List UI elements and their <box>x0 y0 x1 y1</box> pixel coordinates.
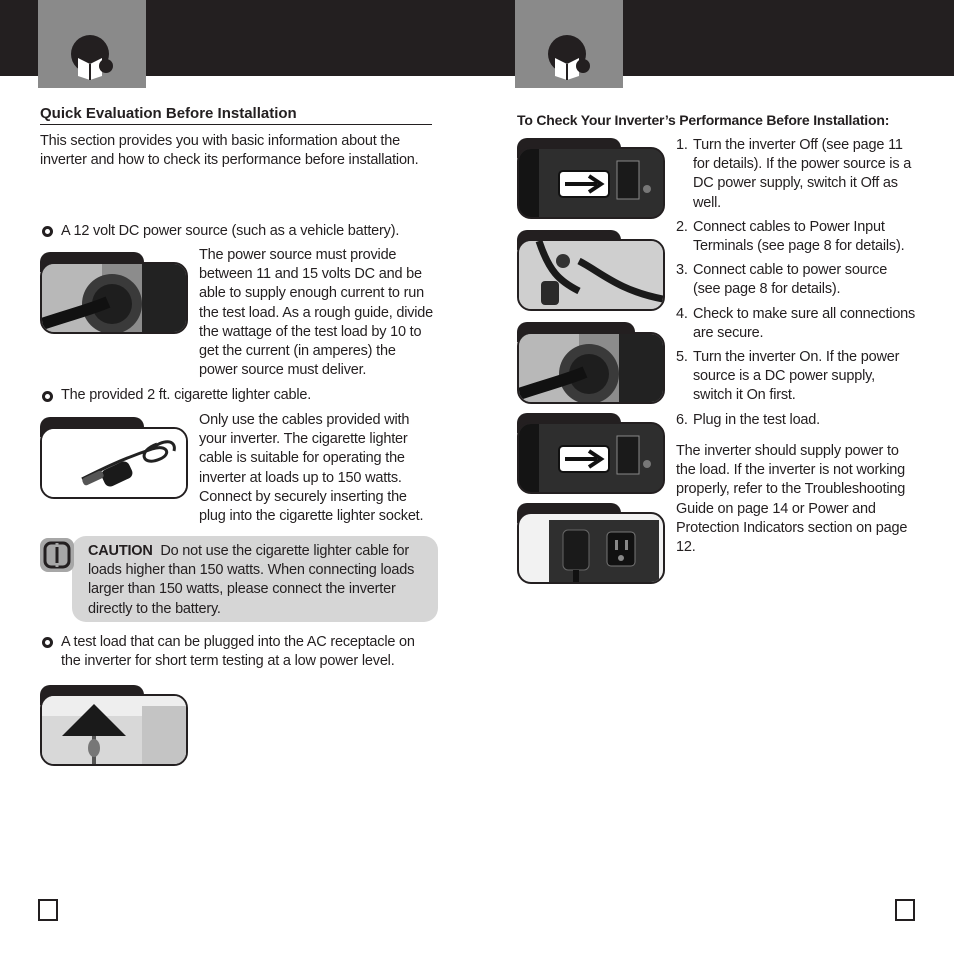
section-title: Quick Evaluation Before Installation <box>40 105 297 122</box>
page-number-box-right <box>895 899 915 921</box>
section-tab-left <box>38 0 146 88</box>
requirement-cable: The provided 2 ft. cigarette lighter cable. <box>61 387 312 403</box>
page-number-box-left <box>38 899 58 921</box>
section-tab-right <box>515 0 623 88</box>
step-item: 2. Connect cables to Power Input Terminals (see page 8 for details). <box>676 218 905 255</box>
bullet-icon <box>42 391 53 402</box>
book-reader-icon <box>70 34 114 80</box>
photo-step-power-source <box>517 332 665 404</box>
step-item: 5. Turn the inverter On. If the power source is a DC power supply, switch it On first. <box>676 349 900 404</box>
caution-message: Do not use the cigarette lighter cable for loads higher than 150 watts. When connecting loads larger than 150 watts, please connect the inverter directly to the battery. <box>88 543 415 617</box>
caution-text <box>88 542 434 619</box>
step-item: 4. Check to make sure all connections are secure. <box>676 305 916 341</box>
step-item: 6. Plug in the test load. <box>676 411 820 428</box>
photo-step-switch-off <box>517 147 665 219</box>
caution-label: CAUTION <box>88 543 153 559</box>
steps-list <box>676 136 916 435</box>
step-item: 1. Turn the inverter Off (see page 11 for details). If the power source is a DC power supply, switch it Off as well. <box>676 137 912 211</box>
bullet-icon <box>42 226 53 237</box>
requirement-test-load: A test load that can be plugged into the AC receptacle on the inverter for short term testing at a low power level. <box>61 634 415 670</box>
step-item: 3. Connect cable to power source (see page 8 for details). <box>676 262 888 298</box>
photo-cigarette-cable <box>40 427 188 499</box>
requirement-power-source: A 12 volt DC power source (such as a vehicle battery). <box>61 223 400 239</box>
book-reader-icon <box>547 34 591 80</box>
bullet-icon <box>42 637 53 648</box>
title-underline <box>40 124 432 125</box>
photo-step-plug-load <box>517 512 665 584</box>
caution-icon <box>40 538 74 572</box>
cable-description: Only use the cables provided with your inverter. The cigarette lighter cable is suitable for operating the inverter at loads up to 150 watts. Connect by securely inserting the plug into the cigarette lighter socket. <box>199 412 424 525</box>
closing-paragraph: The inverter should supply power to the load. If the inverter is not working properly, refer to the Troubleshooting Guide on page 14 or Power and Protection Indicators section on page 12. <box>676 443 908 556</box>
photo-power-source <box>40 262 188 334</box>
check-heading: To Check Your Inverter’s Performance Before Installation: <box>517 112 890 128</box>
power-source-description: The power source must provide between 11 and 15 volts DC and be able to supply enough current to run the test load. As a rough guide, divide the wattage of the test load by 10 to get the current (in amperes) the power source must deliver. <box>199 247 434 379</box>
photo-step-terminals <box>517 239 665 311</box>
photo-step-switch-on <box>517 422 665 494</box>
photo-test-load-lamp <box>40 694 188 766</box>
intro-paragraph: This section provides you with basic information about the inverter and how to check its performance before installation. <box>40 133 419 169</box>
